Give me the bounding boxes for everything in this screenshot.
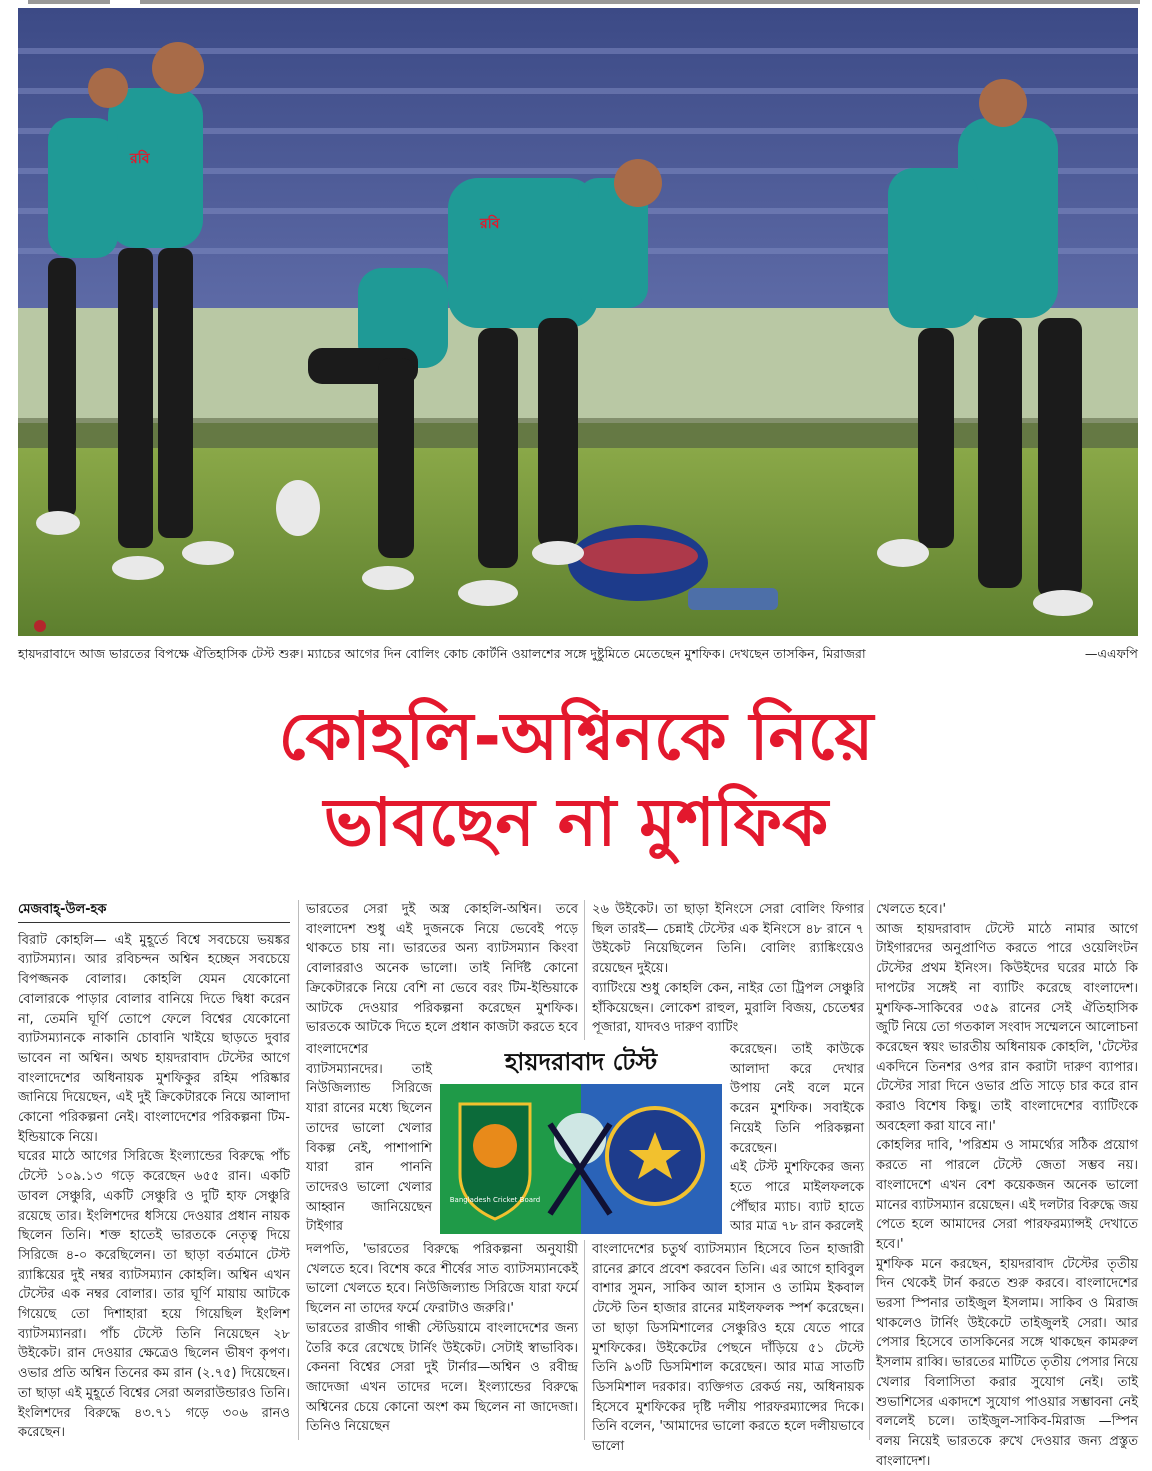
headline-line-2: ভাবছেন না মুশফিক <box>323 784 829 861</box>
inset-title: হায়দরাবাদ টেস্ট <box>504 1048 658 1076</box>
article-column-2-top <box>306 900 578 1038</box>
paragraph: ২৬ উইকেট। তা ছাড়া ইনিংসে সেরা বোলিং ফিগার ছিল তারই— চেন্নাই টেস্টের এক ইনিংসে ৪৮ রানে ৭ উইকেট নিয়েছিলেন তিনি। বোলিং র‌্যাঙ্কিংয়েও রয়েছেন দুইয়ে। <box>592 902 864 977</box>
headline-line-1: কোহলি-অশ্বিনকে নিয়ে <box>278 698 874 775</box>
paragraph: এই টেস্ট মুশফিকের জন্য হতে পারে মাইলফলকে পৌঁছার ম্যাচ। ব্যাট হাতে আর মাত্র ৭৮ রান করলেই <box>730 1160 864 1235</box>
photo-credit: —এএফপি <box>1084 646 1138 661</box>
paragraph: ব্যাটিংয়ে শুধু কোহলি কেন, নাইর তো ট্রিপল সেঞ্চুরি হাঁকিয়েছেন। লোকেশ রাহুল, মুরালি বিজয়, চেতেশ্বর পূজারা, যাদবও দারুণ ব্যাটিং <box>592 980 864 1036</box>
paragraph: ঘরের মাঠে আগের সিরিজে ইংল্যান্ডের বিরুদ্ধে পাঁচ টেস্টে ১০৯.১৩ গড়ে করেছেন ৬৫৫ রান। একটি ডাবল সেঞ্চুরি, একটি সেঞ্চুরি ও দুটি হাফ সেঞ্চুরি রয়েছে তার। ইংলিশদের ধসিয়ে দেওয়ার প্রধান নায়ক ছিলেন তিনি। শক্ত হাতেই ভারতকে নেতৃত্ব দিয়ে সিরিজে ৪-০ করেছিলেন। তা ছাড়া বর্তমানে টেস্ট র‌্যাঙ্কিয়ের দুই নম্বর ব্যাটসম্যান কোহলি। অশ্বিন এখন টেস্টের এক নম্বর বোলার। তার ঘূর্ণি মায়ায় আটকে গিয়েছে তো দিশাহারা হয়ে গিয়েছিল ইংলিশ ব্যাটসম্যানরা। পাঁচ টেস্টে তিনি নিয়েছেন ২৮ উইকেট। রান দেওয়ার ক্ষেত্রেও ছিলেন ভীষণ কৃপণ। ওভার প্রতি অশ্বিন তিনের কম রান (২.৭৫) দিয়েছেন। তা ছাড়া এই মুহূর্তে বিশ্বের সেরা অলরাউন্ডারও তিনি। ইংলিশদের বিরুদ্ধে ৪৩.৭১ গড়ে ৩০৬ রানও করেছেন। <box>18 1149 290 1441</box>
paragraph: কোহলির দাবি, 'পরিশ্রম ও সামর্থ্যের সঠিক প্রয়োগ করতে না পারলে টেস্টে জেতা সম্ভব নয়। বাংলাদেশে এখন বেশ কয়েকজন অনেক ভালো মানের ব্যাটসম্যান রয়েছেন। এই দলটার বিরুদ্ধে জয় পেতে হলে আমাদের সেরা পারফরম্যান্সই দেখাতে হবে।' <box>876 1138 1138 1252</box>
svg-text:রবি: রবি <box>130 151 150 167</box>
svg-text:রবি: রবি <box>480 216 500 232</box>
team-logos <box>440 1084 722 1234</box>
headline <box>0 694 1152 866</box>
article-column-1 <box>18 900 290 1440</box>
bcb-logo-text: Bangladesh Cricket Board <box>449 1196 541 1204</box>
article-column-3-wrap <box>730 1040 864 1236</box>
caption-text: হায়দরাবাদে আজ ভারতের বিপক্ষে ঐতিহাসিক টেস্ট শুরু। ম্যাচের আগের দিন বোলিং কোচ কোর্টনি ওয়ালশের সঙ্গে দুষ্টুমিতে মেতেছেন মুশফিক। দেখছেন তাসকিন, মিরাজরা <box>18 646 866 661</box>
photo-caption <box>18 642 1138 666</box>
paragraph: খেলতে হবে।' <box>876 902 947 917</box>
paragraph: বাংলাদেশের চতুর্থ ব্যাটসম্যান হিসেবে তিন হাজারী রানের ক্লাবে প্রবেশ করবেন তিনি। এর আগে হাবিবুল বাশার সুমন, সাকিব আল হাসান ও তামিম ইকবাল টেস্টে তিন হাজার রানের মাইলফলক স্পর্শ করেছেন। তা ছাড়া ডিসমিশালের সেঞ্চুরিও হয়ে যেতে পারে মুশফিকের। উইকেটের পেছনে দাঁড়িয়ে ৫১ টেস্টে তিনি ৯৩টি ডিসমিশাল করেছেন। আর মাত্র সাতটি ডিসমিশাল দরকার। ব্যক্তিগত রেকর্ড নয়, অধিনায়ক হিসেবে মুশফিকের দৃষ্টি দলীয় পারফরম্যান্সের দিকে। তিনি বলেন, 'আমাদের ভালো করতে হলে দলীয়ভাবে ভালো <box>592 1242 864 1455</box>
article-column-4 <box>876 900 1138 1469</box>
column-divider <box>298 900 299 1440</box>
paragraph: ভারতের সেরা দুই অস্ত্র কোহলি-অশ্বিন। তবে বাংলাদেশ শুধু এই দুজনকে নিয়ে ভেবেই পড়ে থাকতে চায় না। ভারতের অন্য ব্যাটসম্যান কিংবা বোলাররাও অনেক ভালো। তাই নির্দিষ্ট কোনো ক্রিকেটারকে নিয়ে বেশি না ভেবে বরং টিম-ইন্ডিয়াকে আটকে দেওয়ার পরিকল্পনা করেছেন মুশফিক। ভারতকে আটকে দিতে হলে প্রধান কাজটা করতে হবে <box>306 902 578 1036</box>
paragraph: মুশফিক মনে করছেন, হায়দরাবাদ টেস্টের তৃতীয় দিন থেকেই টার্ন করতে শুরু করবে। বাংলাদেশের ভরসা স্পিনার তাইজুল ইসলাম। সাকিব ও মিরাজ থাকলেও টার্নিং উইকেটে তাইজুলই সেরা। আর পেসার হিসেবে তাসকিনের সঙ্গে থাকছেন কামরুল ইসলাম রাব্বি। ভারতের মাটিতে তৃতীয় পেসার নিয়ে খেলার বিলাসিতা করার সুযোগ নেই। তাই শুভাশিসের একাদশে সুযোগ পাওয়ার সম্ভাবনা নেই বললেই চলে। তাইজুল-সাকিব-মিরাজ —স্পিন বলয় নিয়েই ভারতকে রুখে দেওয়ার জন্য প্রস্তুত বাংলাদেশ। <box>876 1256 1138 1469</box>
inset-box <box>440 1040 722 1240</box>
byline: মেজবাহ্-উল-হক <box>18 900 290 923</box>
paragraph: ভারতের রাজীব গান্ধী স্টেডিয়ামে বাংলাদেশের জন্য তৈরি করে রেখেছে টার্নিং উইকেট। সেটাই স্বাভাবিক। কেননা বিশ্বের সেরা দুই টার্নার—অশ্বিন ও রবীন্দ্র জাদেজা এখন তাদের দলে। ইংল্যান্ডের বিরুদ্ধে অশ্বিনের চেয়ে কোনো অংশ কম ছিলেন না জাদেজা। তিনিও নিয়েছেন <box>306 1320 578 1435</box>
paragraph: করেছেন। তাই কাউকে আলাদা করে দেখার উপায় নেই বলে মনে করেন মুশফিক। সবাইকে নিয়েই তিনি পরিকল্পনা করেছেন। <box>730 1042 864 1156</box>
article-column-2-bottom <box>306 1240 578 1440</box>
article-column-2-wrap <box>306 1040 432 1236</box>
paragraph: আজ হায়দরাবাদ টেস্টে মাঠে নামার আগে টাইগারদের অনুপ্রাণিত করতে পারে ওয়েলিংটন টেস্টের প্রথম ইনিংস। কিউইদের ঘরের মাঠে কি দাপটের সঙ্গেই না ব্যাটিং করেছে বাংলাদেশ। মুশফিক-সাকিবের ৩৫৯ রানের সেই ঐতিহাসিক জুটি নিয়ে তো গতকাল সংবাদ সম্মেলনে আলোচনা করেছেন স্বয়ং ভারতীয় অধিনায়ক কোহলি, 'টেস্টের একদিনে তিনশর ওপর রান করাটা দারুণ ব্যাপার। টেস্টের সারা দিনে ওভার প্রতি সাড়ে চার করে রান করাও বিশেষ কিছু। তাই বাংলাদেশের ব্যাটিংকে অবহেলা করা যাবে না।' <box>876 921 1138 1134</box>
news-photo <box>18 8 1138 636</box>
column-divider <box>869 900 870 1440</box>
paragraph: দলপতি, 'ভারতের বিরুদ্ধে পরিকল্পনা অনুযায়ী খেলতে হবে। বিশেষ করে শীর্ষের সাত ব্যাটসম্যানকেই ভালো খেলতে হবে। নিউজিল্যান্ড সিরিজে যারা ফর্মে ছিলেন না তাদের ফর্মে ফেরাটাও জরুরি।' <box>306 1242 578 1317</box>
article-column-3-top <box>592 900 864 1038</box>
paragraph: বিরাট কোহলি— এই মুহূর্তে বিশ্বে সবচেয়ে ভয়ঙ্কর ব্যাটসম্যান। আর রবিচন্দন অশ্বিন হচ্ছেন সবচেয়ে বিপজ্জনক বোলার। কোহলি যেমন যেকোনো বোলারকে পাড়ার বোলার বানিয়ে দিতে দ্বিধা করেন না, তেমনি ঘূর্ণি তোপে ফেলে বিশ্বের যেকোনো ব্যাটসম্যানকে নাকানি চোবানি খাইয়ে ছাড়তে দুবার ভাবেন না অশ্বিন। অথচ হায়দরাবাদ টেস্টের আগে বাংলাদেশের অধিনায়ক মুশফিকুর রহিম পরিষ্কার জানিয়ে দিয়েছেন, এই দুই ক্রিকেটারকে নিয়ে আলাদা কোনো পরিকল্পনা নেই। বাংলাদেশের পরিকল্পনা টিম-ইন্ডিয়াকে নিয়ে। <box>18 932 290 1145</box>
top-rule <box>0 0 1152 6</box>
tiger-icon <box>473 1124 517 1168</box>
paragraph: বাংলাদেশের ব্যাটসম্যানদের। তাই নিউজিল্যান্ড সিরিজে যারা রানের মধ্যে ছিলেন তাদের ভালো খেলার বিকল্প নেই, পাশাপাশি যারা রান পাননি তাদেরও ভালো খেলার আহ্বান জানিয়েছেন টাইগার <box>306 1042 432 1235</box>
article-column-3-bottom <box>592 1240 864 1455</box>
